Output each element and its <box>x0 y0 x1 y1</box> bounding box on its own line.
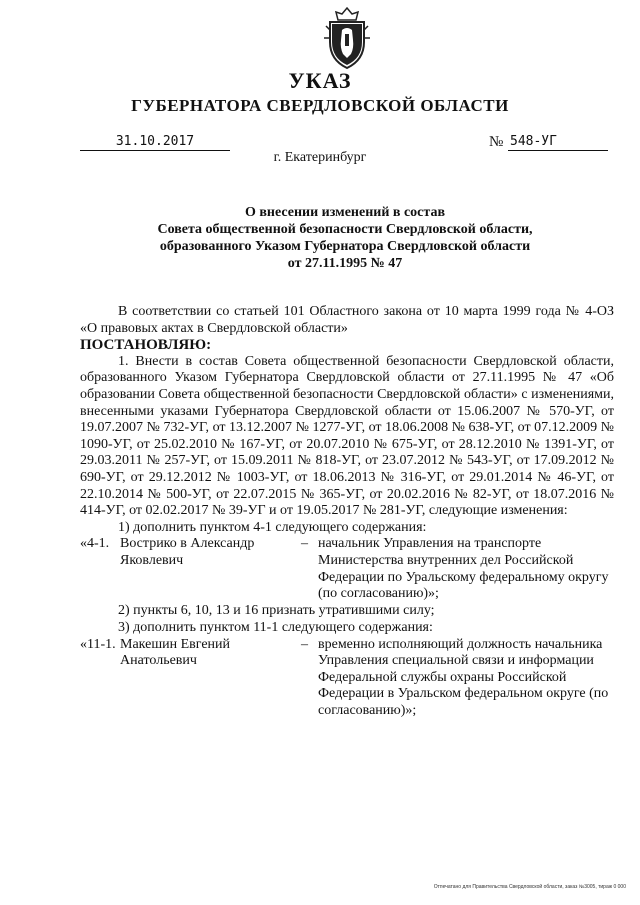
subitem-2: 2) пункты 6, 10, 13 и 16 признать утратившими силу; <box>118 603 435 619</box>
decree-word: ПОСТАНОВЛЯЮ: <box>80 337 212 354</box>
member-entry-11-1 <box>80 637 614 721</box>
heading-line: Совета общественной безопасности Свердловской области, <box>157 222 533 237</box>
entry-dash: – <box>301 536 308 552</box>
document-title: УКАЗ <box>288 68 352 93</box>
decree-city: г. Екатеринбург <box>273 150 367 165</box>
decree-heading <box>80 204 610 272</box>
decree-number: 548-УГ <box>508 134 608 151</box>
entry-description: временно исполняющий должность начальника Управления специальной связи и информации Федеральной службы охраны Российской Федерации в Уральском федеральном округе (по согласованию)»; <box>318 636 609 718</box>
entry-name: Макешин Евгений Анатольевич <box>120 636 231 669</box>
entry-number: «4-1. <box>80 536 110 552</box>
heading-line: О внесении изменений в состав <box>244 205 446 220</box>
number-sign: № <box>489 134 504 150</box>
member-entry-4-1 <box>80 536 614 603</box>
entry-description: начальник Управления на транспорте Министерства внутренних дел Российской Федерации по Уральскому федеральному округу (по согласованию)»; <box>318 536 609 602</box>
decree-body <box>80 304 614 721</box>
entry-number: «11-1. <box>80 636 116 652</box>
heading-line: от 27.11.1995 № 47 <box>287 256 403 271</box>
coat-of-arms-icon <box>318 6 376 70</box>
subitem-1: 1) дополнить пунктом 4-1 следующего содержания: <box>118 519 427 535</box>
print-footer: Отпечатано для Правительства Свердловской области, заказ №3005, тираж 0 000 <box>433 884 626 890</box>
intro-paragraph: В соответствии со статьей 101 Областного закона от 10 марта 1999 года № 4-ОЗ «О правовых актах в Свердловской области» <box>80 304 614 336</box>
subitem-3: 3) дополнить пунктом 11-1 следующего содержания: <box>118 619 433 635</box>
entry-name: Вострико в Александр Яковлевич <box>120 536 255 568</box>
decree-date: 31.10.2017 <box>80 134 230 151</box>
entry-dash: – <box>301 636 308 652</box>
item-1-paragraph: 1. Внести в состав Совета общественной безопасности Свердловской области, образованного Указом Губернатора Свердловской области от 27.11.1995 № 47 «Об образовании Совета общественной безопасности Свердловской области» с изменениями, внесенными указами Губернатора Свердловской области от 15.06.2007 № 570-УГ, от 19.07.2007 № 732-УГ, от 13.12.2007 № 1277-УГ, от 18.06.2008 № 638-УГ, от 07.12.2009 № 1090-УГ, от 25.02.2010 № 167-УГ, от 20.07.2010 № 675-УГ, от 28.12.2010 № 1391-УГ, от 29.03.2011 № 257-УГ, от 15.09.2011 № 818-УГ, от 23.07.2012 № 543-УГ, от 17.09.2012 № 690-УГ, от 29.12.2012 № 1003-УГ, от 18.06.2013 № 316-УГ, от 29.01.2014 № 46-УГ, от 22.10.2014 № 500-УГ, от 22.07.2015 № 365-УГ, от 20.02.2016 № 82-УГ, от 18.07.2016 № 414-УГ, от 02.02.2017 № 39-УГ и от 19.05.2017 № 281-УГ, следующие изменения: <box>80 353 614 519</box>
heading-line: образованного Указом Губернатора Свердловской области <box>159 239 531 254</box>
document-subtitle: ГУБЕРНАТОРА СВЕРДЛОВСКОЙ ОБЛАСТИ <box>131 96 509 115</box>
